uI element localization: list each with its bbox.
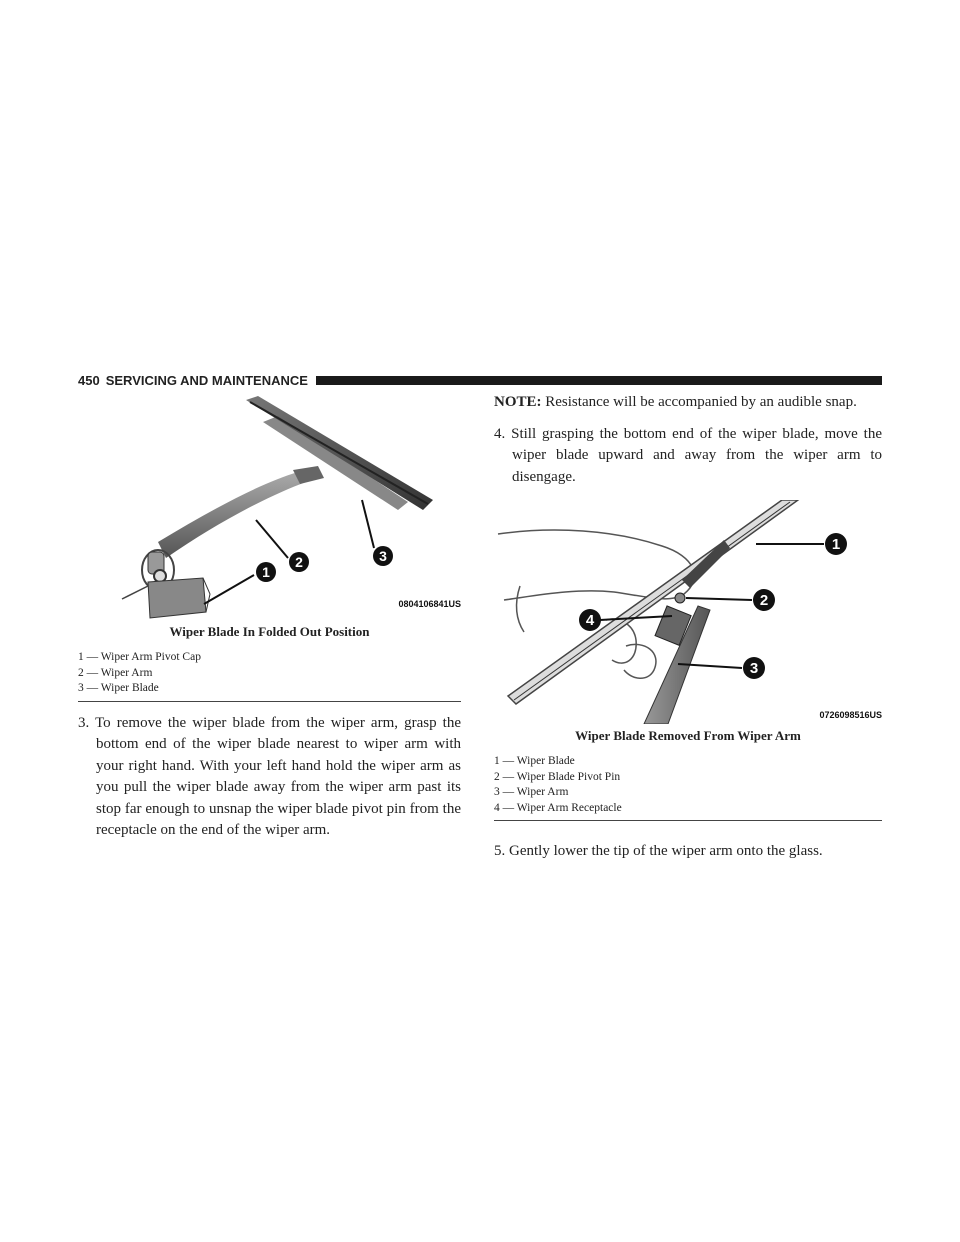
figure-removed xyxy=(494,500,882,724)
legend-item: 3 — Wiper Blade xyxy=(78,682,159,694)
wiper-removed-illustration xyxy=(494,500,882,724)
callout-1 xyxy=(256,562,276,582)
wiper-arm-shape xyxy=(158,472,306,558)
page-header xyxy=(78,372,882,388)
figure-code: 0804106841US xyxy=(398,599,461,609)
figure-legend xyxy=(78,650,461,702)
legend-item: 1 — Wiper Arm Pivot Cap xyxy=(78,651,201,663)
note-text: Resistance will be accompanied by an audible snap. xyxy=(545,394,857,410)
figure-legend xyxy=(494,754,882,821)
note-paragraph xyxy=(494,392,882,414)
svg-text:3: 3 xyxy=(379,548,387,564)
figure-code: 0726098516US xyxy=(819,710,882,720)
step-3-text: 3. To remove the wiper blade from the wiper arm, grasp the bottom end of the wiper blade nearest to wiper arm with your right hand. With your left hand hold the wiper arm as you pull the wiper blade away from the wiper arm past its stop far enough to unsnap the wiper blade pivot pin from the receptacle on the end of the wiper arm. xyxy=(78,714,461,838)
legend-item: 3 — Wiper Arm xyxy=(494,786,569,798)
right-column xyxy=(494,392,882,863)
legend-item: 1 — Wiper Blade xyxy=(494,755,575,767)
callout-3 xyxy=(743,657,765,679)
svg-text:2: 2 xyxy=(295,554,303,570)
page-number: 450 xyxy=(78,372,100,388)
callout-3 xyxy=(373,546,393,566)
legend-item: 2 — Wiper Blade Pivot Pin xyxy=(494,770,621,783)
callout-4 xyxy=(579,609,601,631)
svg-text:2: 2 xyxy=(759,592,769,609)
header-rule xyxy=(316,376,882,385)
callout-1 xyxy=(825,533,847,555)
figure-folded-out xyxy=(78,392,461,620)
left-column xyxy=(78,392,461,842)
callout-2 xyxy=(289,552,309,572)
legend-item: 4 — Wiper Arm Receptacle xyxy=(494,801,622,814)
svg-text:1: 1 xyxy=(831,536,841,553)
section-title: SERVICING AND MAINTENANCE xyxy=(105,372,308,388)
figure-caption: Wiper Blade In Folded Out Position xyxy=(169,624,370,639)
wiper-folded-out-illustration xyxy=(78,392,461,620)
note-label: NOTE: xyxy=(494,394,542,410)
step-4-text: 4. Still grasping the bottom end of the wiper blade, move the wiper blade upward and away from the wiper arm to disengage. xyxy=(494,425,882,485)
figure-caption: Wiper Blade Removed From Wiper Arm xyxy=(575,728,801,743)
legend-item: 2 — Wiper Arm xyxy=(78,666,153,679)
svg-text:3: 3 xyxy=(749,660,759,677)
svg-text:1: 1 xyxy=(262,564,270,580)
callout-2 xyxy=(753,589,775,611)
svg-text:4: 4 xyxy=(585,612,595,629)
step-5-text: 5. Gently lower the tip of the wiper arm onto the glass. xyxy=(494,843,823,859)
